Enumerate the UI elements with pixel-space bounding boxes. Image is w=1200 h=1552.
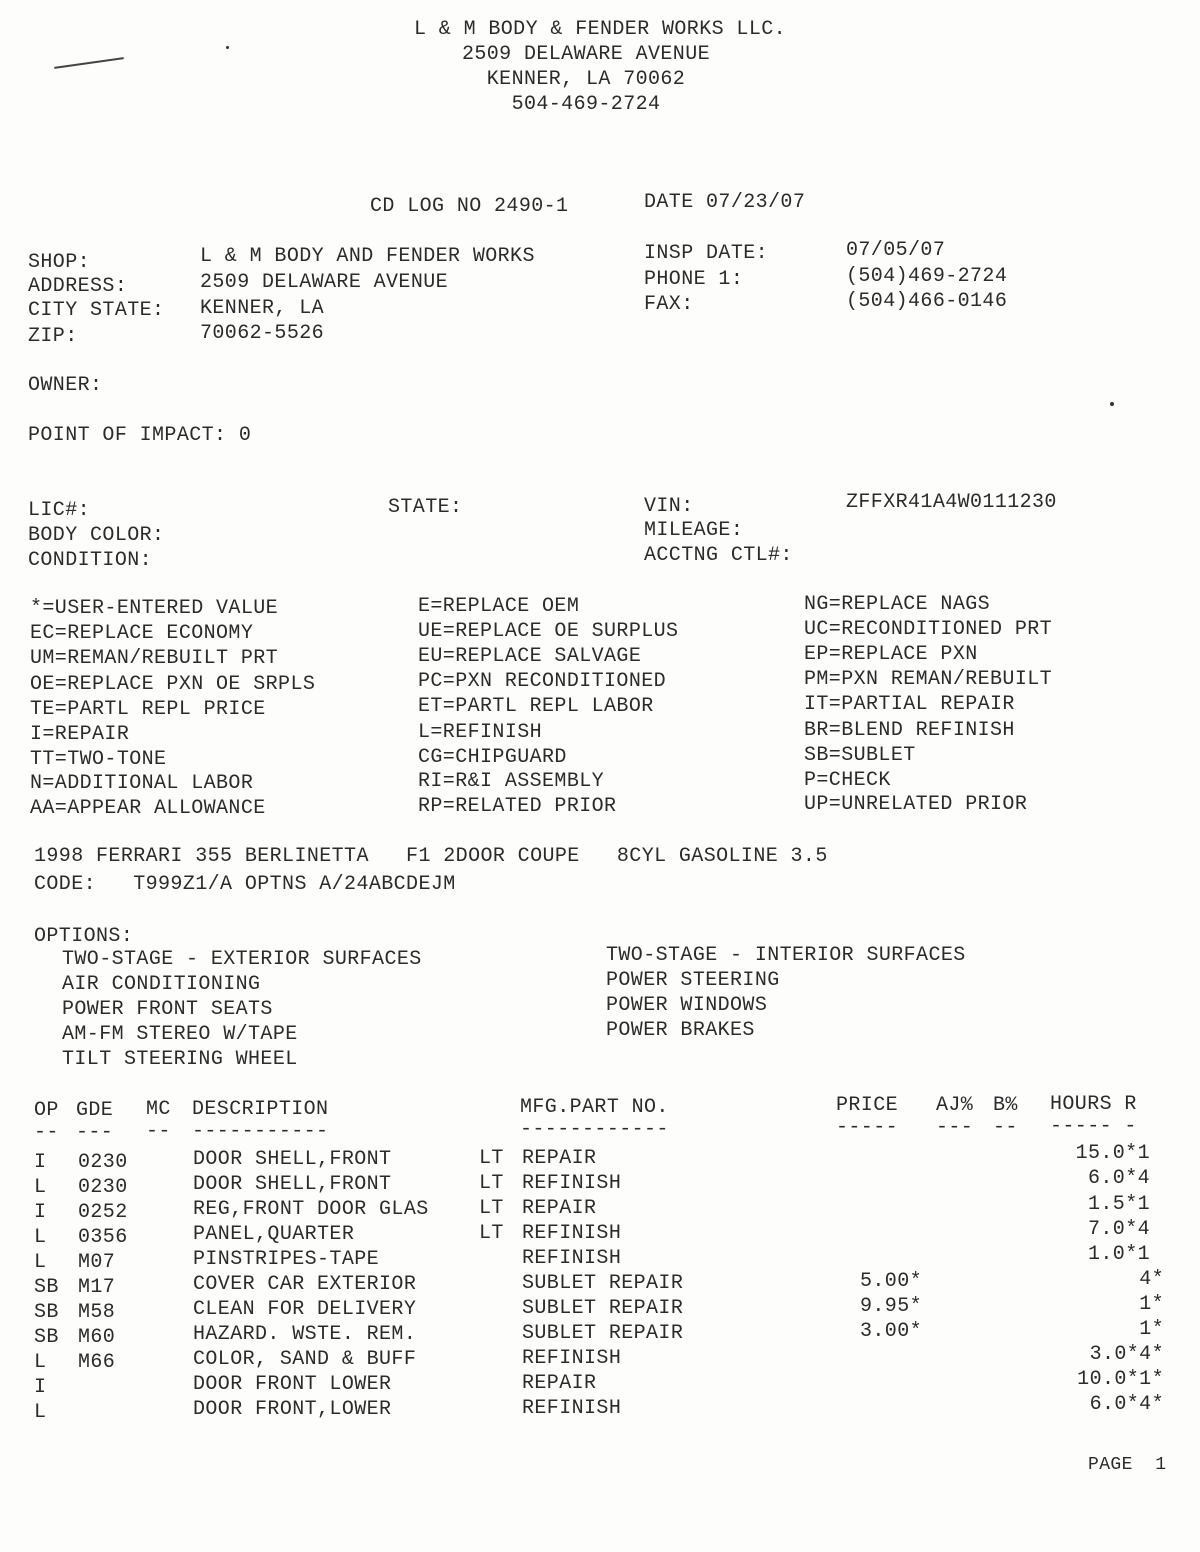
- col-rule-mc: --: [146, 1120, 171, 1143]
- legend-item: RP=RELATED PRIOR: [418, 795, 617, 818]
- row-side: LT: [479, 1197, 504, 1220]
- legend-item: PC=PXN RECONDITIONED: [418, 670, 667, 693]
- row-part: REPAIR: [522, 1147, 597, 1170]
- row-gde: M66: [78, 1351, 116, 1374]
- legend-item: CG=CHIPGUARD: [418, 746, 567, 769]
- options-label: OPTIONS:: [34, 925, 134, 948]
- row-description: DOOR FRONT,LOWER: [193, 1398, 392, 1421]
- col-header-hours: HOURS R: [1050, 1093, 1137, 1116]
- col-rule-op: --: [34, 1121, 59, 1144]
- row-op: L: [34, 1226, 47, 1249]
- row-part: REFINISH: [522, 1172, 622, 1195]
- vehicle-description: 1998 FERRARI 355 BERLINETTA F1 2DOOR COUPE 8CYL GASOLINE 3.5: [34, 845, 828, 868]
- legend-item: EU=REPLACE SALVAGE: [418, 645, 642, 668]
- log-date: DATE 07/23/07: [644, 191, 806, 214]
- col-rule-part-no: ------------: [520, 1118, 669, 1141]
- row-hours: 6.0*4*: [1089, 1393, 1164, 1416]
- owner-label: OWNER:: [28, 374, 103, 397]
- fax-label: FAX:: [644, 293, 694, 316]
- row-op: L: [34, 1401, 47, 1424]
- company-street: 2509 DELAWARE AVENUE: [461, 43, 711, 66]
- row-hours: 1.0*1: [1087, 1243, 1150, 1266]
- legend-item: UE=REPLACE OE SURPLUS: [418, 620, 679, 643]
- legend-item: IT=PARTIAL REPAIR: [804, 693, 1015, 716]
- col-rule-hours: ----- -: [1050, 1115, 1137, 1138]
- col-rule-price: -----: [836, 1116, 899, 1139]
- row-description: COLOR, SAND & BUFF: [193, 1348, 417, 1371]
- row-hours: 4*: [1139, 1268, 1164, 1291]
- legend-item: RI=R&I ASSEMBLY: [418, 770, 605, 793]
- row-hours: 1.5*1: [1087, 1193, 1150, 1216]
- col-header-description: DESCRIPTION: [192, 1098, 329, 1121]
- legend-item: UM=REMAN/REBUILT PRT: [30, 647, 279, 670]
- option-item: POWER WINDOWS: [606, 994, 768, 1017]
- legend-item: TE=PARTL REPL PRICE: [30, 698, 266, 721]
- acctng-label: ACCTNG CTL#:: [644, 544, 793, 567]
- point-of-impact: POINT OF IMPACT: 0: [28, 424, 252, 447]
- zip-value: 70062-5526: [200, 322, 325, 345]
- row-gde: 0356: [78, 1226, 128, 1249]
- row-price: 9.95*: [859, 1295, 922, 1318]
- col-header-gde: GDE: [76, 1099, 114, 1122]
- row-description: DOOR FRONT LOWER: [193, 1373, 392, 1396]
- company-phone: 504-469-2724: [511, 93, 661, 116]
- row-hours: 3.0*4*: [1089, 1343, 1164, 1366]
- mileage-label: MILEAGE:: [644, 519, 744, 542]
- row-op: L: [34, 1176, 47, 1199]
- company-city: KENNER, LA 70062: [486, 68, 686, 91]
- insp-date-value: 07/05/07: [846, 239, 946, 262]
- col-rule-b: --: [993, 1116, 1018, 1139]
- legend-item: EP=REPLACE PXN: [804, 643, 978, 666]
- row-part: SUBLET REPAIR: [522, 1272, 684, 1295]
- row-op: SB: [34, 1301, 59, 1324]
- col-header-b: B%: [993, 1094, 1018, 1117]
- row-part: REFINISH: [522, 1347, 622, 1370]
- row-gde: M60: [78, 1326, 116, 1349]
- option-item: AIR CONDITIONING: [62, 973, 261, 996]
- lic-label: LIC#:: [28, 499, 91, 522]
- row-gde: M17: [78, 1276, 116, 1299]
- insp-date-label: INSP DATE:: [644, 242, 769, 265]
- row-hours: 7.0*4: [1087, 1218, 1150, 1241]
- row-hours: 1*: [1139, 1318, 1164, 1341]
- row-part: REFINISH: [522, 1247, 622, 1270]
- col-rule-aj: ---: [936, 1116, 974, 1139]
- row-part: REFINISH: [522, 1397, 622, 1420]
- option-item: TWO-STAGE - INTERIOR SURFACES: [606, 944, 966, 967]
- row-part: SUBLET REPAIR: [522, 1322, 684, 1345]
- row-description: DOOR SHELL,FRONT: [193, 1148, 392, 1171]
- legend-item: UP=UNRELATED PRIOR: [804, 793, 1028, 816]
- page-number: PAGE 1: [1088, 1455, 1167, 1475]
- legend-item: N=ADDITIONAL LABOR: [30, 772, 254, 795]
- speck: [1110, 402, 1114, 406]
- col-header-mc: MC: [146, 1098, 171, 1121]
- legend-item: AA=APPEAR ALLOWANCE: [30, 797, 266, 820]
- city-label: CITY STATE:: [28, 299, 165, 322]
- col-rule-description: -----------: [192, 1120, 329, 1143]
- row-op: I: [34, 1376, 47, 1399]
- row-description: HAZARD. WSTE. REM.: [193, 1323, 417, 1346]
- row-description: PANEL,QUARTER: [193, 1223, 355, 1246]
- city-value: KENNER, LA: [200, 297, 325, 320]
- vin-value: ZFFXR41A4W0111230: [846, 491, 1057, 514]
- body-color-label: BODY COLOR:: [28, 524, 165, 547]
- legend-item: TT=TWO-TONE: [30, 748, 167, 771]
- option-item: TWO-STAGE - EXTERIOR SURFACES: [62, 948, 422, 971]
- phone-value: (504)469-2724: [846, 265, 1008, 288]
- row-part: REPAIR: [522, 1197, 597, 1220]
- col-header-op: OP: [34, 1099, 59, 1122]
- row-hours: 6.0*4: [1087, 1167, 1150, 1190]
- row-hours: 15.0*1: [1075, 1142, 1150, 1165]
- address-value: 2509 DELAWARE AVENUE: [200, 271, 449, 294]
- option-item: POWER BRAKES: [606, 1019, 755, 1042]
- row-side: LT: [479, 1172, 504, 1195]
- fax-value: (504)466-0146: [846, 290, 1008, 313]
- legend-item: OE=REPLACE PXN OE SRPLS: [30, 673, 316, 696]
- row-op: L: [34, 1351, 47, 1374]
- row-price: 3.00*: [859, 1320, 922, 1343]
- col-header-part-no: MFG.PART NO.: [520, 1096, 669, 1119]
- legend-item: E=REPLACE OEM: [418, 595, 580, 618]
- option-item: POWER STEERING: [606, 969, 780, 992]
- col-header-aj: AJ%: [936, 1094, 974, 1117]
- vin-label: VIN:: [644, 495, 694, 518]
- row-part: SUBLET REPAIR: [522, 1297, 684, 1320]
- row-hours: 10.0*1*: [1077, 1368, 1164, 1391]
- legend-item: EC=REPLACE ECONOMY: [30, 622, 254, 645]
- row-gde: 0230: [78, 1176, 128, 1199]
- company-name: L & M BODY & FENDER WORKS LLC.: [413, 18, 787, 41]
- option-item: TILT STEERING WHEEL: [62, 1048, 298, 1071]
- option-item: AM-FM STEREO W/TAPE: [62, 1023, 298, 1046]
- row-gde: M07: [78, 1251, 116, 1274]
- legend-item: UC=RECONDITIONED PRT: [804, 618, 1053, 641]
- condition-label: CONDITION:: [28, 549, 153, 572]
- row-part: REFINISH: [522, 1222, 622, 1245]
- row-op: I: [34, 1201, 47, 1224]
- row-op: I: [34, 1151, 47, 1174]
- legend-item: I=REPAIR: [30, 723, 130, 746]
- row-gde: 0230: [78, 1151, 128, 1174]
- row-gde: 0252: [78, 1201, 128, 1224]
- legend-item: P=CHECK: [804, 769, 891, 792]
- zip-label: ZIP:: [28, 325, 78, 348]
- col-header-price: PRICE: [836, 1094, 899, 1117]
- shop-label: SHOP:: [28, 251, 91, 274]
- row-description: REG,FRONT DOOR GLAS: [193, 1198, 429, 1221]
- row-description: DOOR SHELL,FRONT: [193, 1173, 392, 1196]
- legend-item: *=USER-ENTERED VALUE: [30, 597, 279, 620]
- legend-item: NG=REPLACE NAGS: [804, 593, 991, 616]
- legend-item: BR=BLEND REFINISH: [804, 719, 1015, 742]
- row-price: 5.00*: [859, 1270, 922, 1293]
- row-side: LT: [479, 1147, 504, 1170]
- log-number: CD LOG NO 2490-1: [370, 195, 569, 218]
- row-description: PINSTRIPES-TAPE: [193, 1248, 380, 1271]
- legend-item: SB=SUBLET: [804, 744, 916, 767]
- row-part: REPAIR: [522, 1372, 597, 1395]
- row-gde: M58: [78, 1301, 116, 1324]
- state-label: STATE:: [388, 496, 463, 519]
- row-description: CLEAN FOR DELIVERY: [193, 1298, 417, 1321]
- legend-item: L=REFINISH: [418, 721, 543, 744]
- col-rule-gde: ---: [76, 1121, 114, 1144]
- phone-label: PHONE 1:: [644, 268, 744, 291]
- vehicle-code: CODE: T999Z1/A OPTNS A/24ABCDEJM: [34, 873, 456, 896]
- row-op: SB: [34, 1276, 59, 1299]
- row-side: LT: [479, 1222, 504, 1245]
- row-hours: 1*: [1139, 1293, 1164, 1316]
- row-op: SB: [34, 1326, 59, 1349]
- shop-value: L & M BODY AND FENDER WORKS: [200, 245, 535, 268]
- row-description: COVER CAR EXTERIOR: [193, 1273, 417, 1296]
- legend-item: ET=PARTL REPL LABOR: [418, 695, 654, 718]
- address-label: ADDRESS:: [28, 275, 128, 298]
- legend-item: PM=PXN REMAN/REBUILT: [804, 668, 1053, 691]
- row-op: L: [34, 1251, 47, 1274]
- option-item: POWER FRONT SEATS: [62, 998, 273, 1021]
